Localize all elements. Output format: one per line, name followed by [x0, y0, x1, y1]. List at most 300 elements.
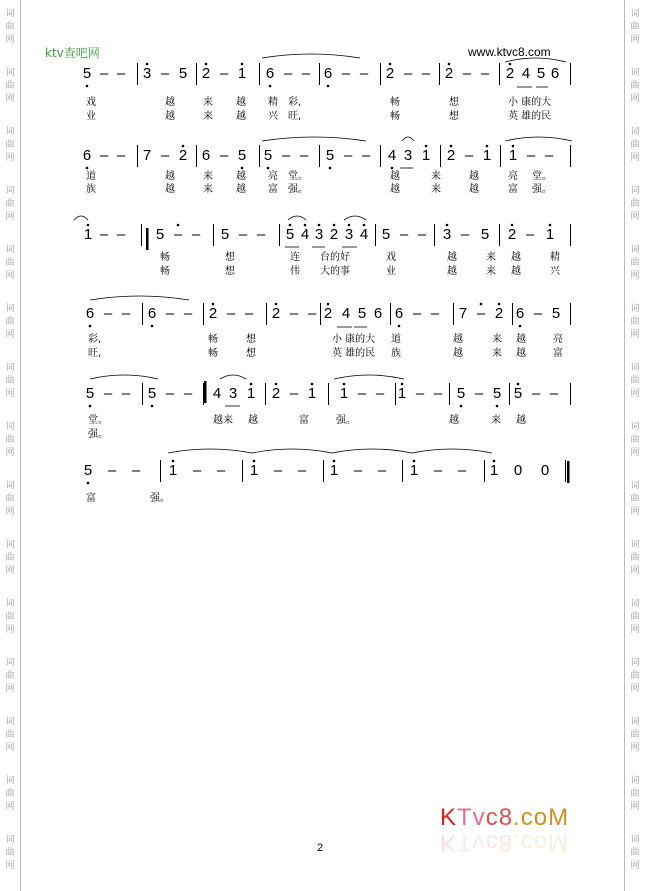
slur: [288, 216, 306, 220]
watermark-char: 曲: [5, 612, 15, 622]
lyric-verse1: 来: [486, 252, 496, 263]
sustain-dash: –: [457, 462, 467, 479]
watermark-char: 网: [5, 566, 15, 576]
note: 5: [456, 385, 466, 402]
note: 2: [271, 385, 281, 402]
watermark-char: 词: [5, 186, 15, 196]
watermark-char: 网: [5, 271, 15, 281]
note: 2: [444, 65, 454, 82]
note: 6: [515, 305, 525, 322]
lyric-verse1: 越: [449, 415, 459, 426]
note: 1: [246, 385, 256, 402]
sustain-dash: –: [359, 65, 369, 82]
sustain-dash: –: [343, 147, 353, 164]
lyric-verse1: 彩,: [288, 97, 302, 108]
slur: [74, 216, 88, 220]
lyric-verse2: 畅: [160, 266, 170, 277]
sustain-dash: –: [433, 462, 443, 479]
lyric-verse2: 越: [469, 184, 479, 195]
sustain-dash: –: [283, 65, 293, 82]
high-octave-dot: [480, 303, 483, 306]
watermark-char: 网: [630, 271, 640, 281]
watermark-char: 曲: [630, 376, 640, 386]
sustain-dash: –: [460, 226, 470, 243]
logo-segment: K: [440, 829, 458, 856]
sustain-dash: –: [219, 147, 229, 164]
logo-segment: Tv: [457, 804, 486, 831]
sustain-dash: –: [191, 226, 201, 243]
lyric-verse2: 来: [203, 111, 213, 122]
note: 6: [265, 65, 275, 82]
watermark-char: 词: [5, 599, 15, 609]
watermark-char: 网: [5, 802, 15, 812]
watermark-char: 曲: [630, 22, 640, 32]
lyric-verse2: 越: [390, 184, 400, 195]
watermark-char: 网: [630, 330, 640, 340]
note: 5: [263, 147, 273, 164]
slur: [332, 449, 412, 453]
watermark-char: 词: [630, 835, 640, 845]
slur: [505, 58, 566, 62]
note: 5: [381, 226, 391, 243]
note: 5: [83, 462, 93, 479]
slur: [220, 375, 246, 379]
sustain-dash: –: [244, 305, 254, 322]
watermark-char: 曲: [5, 789, 15, 799]
high-octave-dot: [448, 63, 451, 66]
high-octave-dot: [450, 145, 453, 148]
lyric-verse1: 小 康的大: [508, 97, 552, 108]
lyric-verse2: 畅: [208, 348, 218, 359]
logo-segment: c8: [485, 804, 514, 831]
watermark-char: 网: [630, 625, 640, 635]
sustain-dash: –: [377, 462, 387, 479]
watermark-char: 网: [630, 35, 640, 45]
watermark-char: 曲: [5, 671, 15, 681]
lyric-verse1: 堂。: [288, 171, 308, 182]
sustain-dash: –: [525, 226, 535, 243]
note: 4: [212, 385, 222, 402]
watermark-char: 词: [630, 304, 640, 314]
note: 1: [409, 462, 419, 479]
high-octave-dot: [511, 224, 514, 227]
sustain-dash: –: [480, 65, 490, 82]
note: 2: [385, 65, 395, 82]
watermark-char: 网: [630, 802, 640, 812]
high-octave-dot: [205, 63, 208, 66]
watermark-char: 网: [5, 507, 15, 517]
watermark-char: 词: [630, 245, 640, 255]
watermark-char: 词: [5, 717, 15, 727]
sustain-dash: –: [192, 462, 202, 479]
lyric-verse1: 道: [86, 171, 96, 182]
page-number: 2: [317, 842, 324, 854]
note: 1: [237, 65, 247, 82]
watermark-char: 词: [5, 658, 15, 668]
note: 3: [314, 226, 324, 243]
note: 5: [325, 147, 335, 164]
watermark-char: 网: [5, 448, 15, 458]
logo-segment: .coM: [513, 829, 570, 856]
lyric-verse2: 富: [268, 184, 278, 195]
low-octave-dot: [391, 167, 394, 170]
note: 5: [82, 65, 92, 82]
watermark-char: 曲: [5, 848, 15, 858]
slur: [344, 216, 366, 220]
watermark-char: 曲: [630, 317, 640, 327]
note: 2: [201, 65, 211, 82]
sustain-dash: –: [403, 65, 413, 82]
high-octave-dot: [172, 460, 175, 463]
slur: [505, 137, 572, 141]
lyric-verse1: 畅: [208, 334, 218, 345]
high-octave-dot: [486, 145, 489, 148]
lyric-verse1: 亮: [508, 171, 518, 182]
sustain-dash: –: [417, 226, 427, 243]
lyric-verse1: 想: [246, 334, 256, 345]
lyric-verse2: 想: [246, 348, 256, 359]
watermark-char: 词: [5, 422, 15, 432]
note: 6: [201, 147, 211, 164]
watermark-char: 词: [5, 835, 15, 845]
high-octave-dot: [146, 63, 149, 66]
lyric-verse1: 堂。: [88, 415, 108, 426]
sustain-dash: –: [357, 385, 367, 402]
watermark-char: 网: [630, 743, 640, 753]
note: 1: [489, 462, 499, 479]
logo-segment: K: [440, 804, 458, 831]
note: 5: [220, 226, 230, 243]
sustain-dash: –: [160, 65, 170, 82]
note: 5: [147, 385, 157, 402]
high-octave-dot: [425, 145, 428, 148]
lyric-verse1: 来: [203, 171, 213, 182]
watermark-char: 曲: [5, 376, 15, 386]
watermark-char: 曲: [630, 494, 640, 504]
lyric-verse1: 精: [268, 97, 278, 108]
lyric-verse2: 业: [86, 111, 96, 122]
watermark-char: 网: [5, 625, 15, 635]
note: 2: [208, 305, 218, 322]
logo-segment: .coM: [513, 804, 570, 831]
watermark-char: 词: [5, 304, 15, 314]
lyric-verse1: 来: [491, 415, 501, 426]
watermark-char: 词: [630, 68, 640, 78]
note: 4: [521, 65, 531, 82]
high-octave-dot: [87, 224, 90, 227]
note: 1: [339, 385, 349, 402]
high-octave-dot: [333, 224, 336, 227]
high-octave-dot: [446, 224, 449, 227]
sustain-dash: –: [165, 385, 175, 402]
lyric-verse1: 亮: [553, 334, 563, 345]
sustain-dash: –: [415, 385, 425, 402]
lyric-verse2: 来: [492, 348, 502, 359]
high-octave-dot: [493, 460, 496, 463]
lyric-verse1: 越: [390, 171, 400, 182]
lyric-verse1: 越来: [213, 415, 233, 426]
watermark-char: 曲: [5, 22, 15, 32]
note: 3: [403, 147, 413, 164]
watermark-char: 词: [630, 422, 640, 432]
watermark-char: 曲: [630, 81, 640, 91]
sustain-dash: –: [544, 147, 554, 164]
note: 6: [323, 65, 333, 82]
note: 6: [373, 305, 383, 322]
note: 5: [285, 226, 295, 243]
lyric-verse1: 戏: [386, 252, 396, 263]
note: 5: [85, 385, 95, 402]
lyric-verse2: 越: [236, 184, 246, 195]
watermark-char: 曲: [5, 730, 15, 740]
note: 1: [482, 147, 492, 164]
high-octave-dot: [413, 460, 416, 463]
watermark-char: 词: [5, 9, 15, 19]
lyric-verse1: 道: [391, 334, 401, 345]
high-octave-dot: [327, 303, 330, 306]
high-octave-dot: [275, 303, 278, 306]
sustain-dash: –: [238, 226, 248, 243]
note: 6: [82, 147, 92, 164]
lyric-verse1: 越: [248, 415, 258, 426]
watermark-char: 网: [5, 861, 15, 871]
lyric-verse2: 大的事: [320, 266, 350, 277]
sustain-dash: –: [307, 305, 317, 322]
lyric-verse1: 越: [165, 171, 175, 182]
slur: [252, 449, 332, 453]
lyric-verse1: 富: [86, 493, 96, 504]
low-octave-dot: [151, 405, 154, 408]
low-octave-dot: [329, 167, 332, 170]
logo-segment: Tv: [457, 829, 486, 856]
lyric-verse2: 兴: [550, 266, 560, 277]
lyric-verse2: 越: [236, 111, 246, 122]
note: 5: [513, 385, 523, 402]
watermark-char: 网: [5, 684, 15, 694]
lyric-verse1: 强。: [336, 415, 356, 426]
lyric-verse2: 来: [431, 184, 441, 195]
lyric-verse2: 富: [508, 184, 518, 195]
note: 1: [307, 385, 317, 402]
sustain-dash: –: [549, 385, 559, 402]
low-octave-dot: [460, 405, 463, 408]
note: 0: [540, 462, 550, 479]
sustain-dash: –: [526, 147, 536, 164]
watermark-char: 曲: [630, 671, 640, 681]
note: 1: [83, 226, 93, 243]
lyric-verse1: 越: [453, 334, 463, 345]
high-octave-dot: [241, 63, 244, 66]
site-name-left[interactable]: ktv查吧网: [45, 46, 100, 60]
sustain-dash: –: [464, 147, 474, 164]
site-url-right[interactable]: www.ktvc8.com: [468, 45, 551, 59]
sustain-dash: –: [116, 226, 126, 243]
logo-segment: c8: [485, 829, 514, 856]
watermark-char: 网: [5, 35, 15, 45]
low-octave-dot: [519, 325, 522, 328]
watermark-char: 网: [630, 448, 640, 458]
sustain-dash: –: [183, 385, 193, 402]
watermark-char: 网: [5, 94, 15, 104]
lyric-verse1: 越: [236, 171, 246, 182]
watermark-char: 曲: [630, 612, 640, 622]
note: 5: [492, 385, 502, 402]
watermark-char: 曲: [630, 258, 640, 268]
lyric-verse1: 想: [225, 252, 235, 263]
watermark-char: 词: [630, 481, 640, 491]
note: 5: [551, 305, 561, 322]
lyric-verse1: 连: [290, 252, 300, 263]
lyric-verse1: 越: [516, 334, 526, 345]
lyric-verse2: 族: [86, 184, 96, 195]
sustain-dash: –: [412, 305, 422, 322]
lyric-verse1: 富: [299, 415, 309, 426]
lyric-verse2: 越: [165, 184, 175, 195]
sustain-dash: –: [219, 65, 229, 82]
lyric-verse2: 伟: [290, 266, 300, 277]
sustain-dash: –: [289, 305, 299, 322]
sustain-dash: –: [281, 147, 291, 164]
watermark-char: 网: [630, 507, 640, 517]
lyric-verse1: 越: [236, 97, 246, 108]
low-octave-dot: [496, 405, 499, 408]
low-octave-dot: [86, 167, 89, 170]
sustain-dash: –: [99, 147, 109, 164]
watermark-char: 词: [630, 9, 640, 19]
high-octave-dot: [212, 303, 215, 306]
lyric-verse2: 兴: [268, 111, 278, 122]
watermark-char: 曲: [5, 140, 15, 150]
high-octave-dot: [509, 63, 512, 66]
high-octave-dot: [389, 63, 392, 66]
note: 2: [494, 305, 504, 322]
slur: [90, 296, 189, 300]
lyric-verse1: 精: [550, 252, 560, 263]
lyric-verse2: 想: [225, 266, 235, 277]
sustain-dash: –: [131, 462, 141, 479]
lyric-verse2: 旺,: [288, 111, 302, 122]
note: 1: [168, 462, 178, 479]
sustain-dash: –: [99, 226, 109, 243]
lyric-verse1: 越: [447, 252, 457, 263]
lyric-verse1: 越: [165, 97, 175, 108]
sustain-dash: –: [116, 147, 126, 164]
note: 3: [344, 226, 354, 243]
note: 3: [142, 65, 152, 82]
note: 2: [178, 147, 188, 164]
lyric-verse2: 越: [447, 266, 457, 277]
lyric-verse2: 来: [486, 266, 496, 277]
watermark-char: 曲: [5, 199, 15, 209]
watermark-char: 词: [5, 481, 15, 491]
high-octave-dot: [253, 460, 256, 463]
watermark-char: 网: [630, 94, 640, 104]
slur: [262, 54, 360, 58]
high-octave-dot: [348, 224, 351, 227]
watermark-char: 词: [5, 68, 15, 78]
high-octave-dot: [343, 383, 346, 386]
watermark-char: 词: [5, 245, 15, 255]
lyric-verse2: 畅: [390, 111, 400, 122]
lyric-verse2: 越: [453, 348, 463, 359]
lyric-verse2: 越: [165, 111, 175, 122]
lyric-verse1: 来: [492, 334, 502, 345]
watermark-char: 网: [630, 684, 640, 694]
slur: [262, 137, 366, 141]
note: 2: [323, 305, 333, 322]
watermark-char: 网: [5, 212, 15, 222]
note: 7: [142, 147, 152, 164]
high-octave-dot: [549, 224, 552, 227]
note: 6: [394, 305, 404, 322]
sustain-dash: –: [289, 385, 299, 402]
low-octave-dot: [241, 167, 244, 170]
lyric-verse1: 堂。: [532, 171, 552, 182]
thick-bar-line: [567, 461, 570, 483]
note: 5: [155, 226, 165, 243]
high-octave-dot: [289, 224, 292, 227]
note: 6: [550, 65, 560, 82]
lyric-verse1: 彩,: [88, 334, 102, 345]
lyric-verse1: 想: [449, 97, 459, 108]
watermark-char: 词: [630, 776, 640, 786]
sustain-dash: –: [99, 65, 109, 82]
slur: [168, 449, 252, 453]
sustain-dash: –: [121, 305, 131, 322]
note: 6: [147, 305, 157, 322]
watermark-char: 曲: [630, 199, 640, 209]
high-octave-dot: [182, 145, 185, 148]
lyric-verse1: 来: [203, 97, 213, 108]
watermark-char: 网: [630, 389, 640, 399]
sustain-dash: –: [353, 462, 363, 479]
note: 1: [397, 385, 407, 402]
sustain-dash: –: [160, 147, 170, 164]
low-octave-dot: [269, 85, 272, 88]
sustain-dash: –: [183, 305, 193, 322]
watermark-char: 网: [630, 212, 640, 222]
note: 2: [507, 226, 517, 243]
lyric-verse1: 亮: [268, 171, 278, 182]
lyric-verse1: 越: [516, 415, 526, 426]
slur: [402, 137, 414, 141]
high-octave-dot: [275, 383, 278, 386]
lyric-verse2: 来: [203, 184, 213, 195]
lyric-verse2: 想: [449, 111, 459, 122]
low-octave-dot: [267, 167, 270, 170]
note: 2: [446, 147, 456, 164]
sustain-dash: –: [216, 462, 226, 479]
high-octave-dot: [363, 224, 366, 227]
sustain-dash: –: [121, 385, 131, 402]
lyric-verse2: 族: [391, 348, 401, 359]
watermark-char: 曲: [5, 494, 15, 504]
sustain-dash: –: [299, 147, 309, 164]
note: 4: [300, 226, 310, 243]
lyric-verse2: 富: [553, 348, 563, 359]
sustain-dash: –: [103, 305, 113, 322]
sustain-dash: –: [341, 65, 351, 82]
sustain-dash: –: [533, 305, 543, 322]
note: 5: [536, 65, 546, 82]
sustain-dash: –: [430, 305, 440, 322]
note: 5: [480, 226, 490, 243]
low-octave-dot: [398, 325, 401, 328]
watermark-char: 词: [5, 540, 15, 550]
high-octave-dot: [512, 145, 515, 148]
high-octave-dot: [333, 460, 336, 463]
lyric-verse1: 强。: [150, 493, 170, 504]
